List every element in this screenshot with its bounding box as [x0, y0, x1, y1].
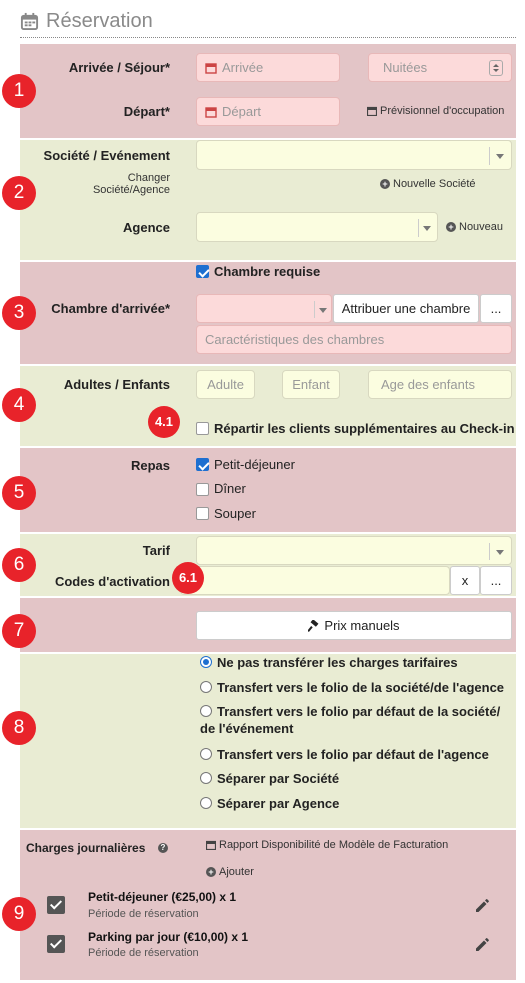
calendar-icon: [20, 12, 39, 31]
calendar-icon: [206, 840, 216, 850]
badge-6-1: 6.1: [172, 562, 204, 594]
badge-4-1: 4.1: [148, 406, 180, 438]
occupancy-forecast-link[interactable]: [367, 105, 504, 117]
room-required-label: Chambre requise: [214, 264, 321, 279]
badge-8: 8: [2, 711, 36, 745]
split-guests-label: Répartir les clients supplémentaires au Check-in: [214, 421, 515, 436]
charge-1-subtitle: Période de réservation: [88, 908, 199, 920]
chevron-down-icon: [319, 308, 327, 313]
charge-1-title: Petit-déjeuner (€25,00) x 1: [88, 890, 237, 904]
meals-label: Repas: [130, 458, 170, 473]
tarif-label: Tarif: [142, 543, 170, 558]
badge-7: 7: [2, 614, 36, 648]
transfer-option-default-company-radio[interactable]: [200, 705, 212, 717]
guests-label: Adultes / Enfants: [63, 377, 170, 392]
transfer-option-split-company-label: Séparer par Société: [217, 771, 340, 786]
new-company-text: Nouvelle Société: [393, 178, 476, 190]
meal-supper-label: Souper: [214, 506, 256, 521]
meal-dinner-checkbox[interactable]: [196, 483, 209, 496]
calendar-icon: [205, 106, 217, 118]
adults-placeholder: Adulte: [207, 377, 244, 392]
tarif-select[interactable]: [196, 536, 512, 565]
transfer-option-none-label: Ne pas transférer les charges tarifaires: [217, 655, 458, 670]
new-company-link[interactable]: [380, 178, 476, 190]
transfer-option-default-agency-radio[interactable]: [200, 748, 212, 760]
codes-more-button[interactable]: ...: [480, 566, 512, 595]
departure-label: Départ*: [123, 104, 170, 119]
transfer-option-split-agency-radio[interactable]: [200, 797, 212, 809]
transfer-option-company-label: Transfert vers le folio de la société/de l'agence: [217, 680, 505, 695]
transfer-option-none-radio[interactable]: [200, 656, 212, 668]
adults-input[interactable]: [196, 370, 255, 399]
meal-supper-checkbox[interactable]: [196, 507, 209, 520]
meal-breakfast-label: Petit-déjeuner: [214, 457, 295, 472]
nights-spinner-icon[interactable]: [489, 60, 503, 76]
nights-input[interactable]: [368, 53, 512, 82]
add-charge-link[interactable]: [206, 866, 254, 878]
clear-codes-button[interactable]: x: [450, 566, 480, 595]
daily-charges-label: Charges journalières: [26, 841, 146, 855]
arrival-date-input[interactable]: [196, 53, 340, 82]
arrival-placeholder: Arrivée: [222, 60, 264, 75]
badge-3: 3: [2, 296, 36, 330]
manual-price-text: Prix manuels: [324, 618, 400, 633]
arrival-room-label: Chambre d'arrivée*: [51, 301, 170, 316]
chevron-down-icon: [496, 550, 504, 555]
departure-placeholder: Départ: [222, 104, 262, 119]
arrival-label: Arrivée / Séjour*: [68, 60, 170, 75]
pencil-icon[interactable]: [474, 935, 492, 953]
agency-select[interactable]: [196, 212, 438, 242]
transfer-option-default-company-label-2: de l'événement: [200, 721, 294, 736]
charge-2-checkbox[interactable]: [47, 935, 65, 953]
departure-date-input[interactable]: [196, 97, 340, 126]
meal-breakfast-checkbox[interactable]: [196, 458, 209, 471]
children-input[interactable]: [282, 370, 340, 399]
badge-4: 4: [2, 388, 36, 422]
badge-6: 6: [2, 548, 36, 582]
add-charge-text: Ajouter: [219, 866, 254, 878]
badge-2: 2: [2, 176, 36, 210]
help-icon[interactable]: ?: [158, 843, 168, 853]
plus-circle-icon: +: [380, 179, 390, 189]
occupancy-forecast-text: Prévisionnel d'occupation: [380, 105, 505, 117]
arrival-room-select[interactable]: [196, 294, 332, 323]
transfer-option-company-radio[interactable]: [200, 681, 212, 693]
transfer-option-split-agency-label: Séparer par Agence: [217, 796, 340, 811]
split-guests-checkbox[interactable]: [196, 422, 209, 435]
badge-5: 5: [2, 476, 36, 510]
meal-dinner-label: Dîner: [214, 481, 246, 496]
agency-label: Agence: [123, 220, 170, 235]
manual-price-button[interactable]: [196, 611, 512, 640]
activation-codes-input[interactable]: [180, 566, 450, 595]
charge-1-checkbox[interactable]: [47, 896, 65, 914]
children-age-placeholder: Age des enfants: [381, 377, 475, 392]
transfer-option-split-company-radio[interactable]: [200, 772, 212, 784]
pencil-icon[interactable]: [474, 896, 492, 914]
page-title: Réservation: [46, 10, 153, 32]
plus-circle-icon: +: [206, 867, 216, 877]
transfer-option-default-agency-label: Transfert vers le folio par défaut de l'agence: [217, 747, 489, 762]
billing-model-report-link[interactable]: [206, 839, 448, 851]
billing-model-report-text: Rapport Disponibilité de Modèle de Facturation: [219, 839, 449, 851]
chevron-down-icon: [423, 226, 431, 231]
children-age-input[interactable]: [368, 370, 512, 399]
room-more-button[interactable]: ...: [480, 294, 512, 323]
badge-9: 9: [2, 897, 36, 931]
room-features-placeholder: Caractéristiques des chambres: [205, 332, 385, 347]
calendar-icon: [367, 106, 377, 116]
children-placeholder: Enfant: [292, 377, 330, 392]
badge-1: 1: [2, 74, 36, 108]
room-features-input[interactable]: [196, 325, 512, 354]
header-divider: [20, 37, 516, 38]
calendar-icon: [205, 62, 217, 74]
chevron-down-icon: [496, 154, 504, 159]
room-required-checkbox[interactable]: [196, 265, 209, 278]
new-agency-text: Nouveau: [459, 221, 504, 233]
gavel-icon: [308, 620, 320, 632]
nights-placeholder: Nuitées: [383, 60, 428, 75]
charge-2-title: Parking par jour (€10,00) x 1: [88, 930, 249, 944]
plus-circle-icon: +: [446, 222, 456, 232]
new-agency-link[interactable]: [446, 221, 503, 233]
transfer-option-default-company-label: Transfert vers le folio par défaut de la société/: [217, 704, 501, 719]
company-label: Société / Evénement: [43, 148, 170, 163]
assign-room-button[interactable]: Attribuer une chambre: [333, 294, 479, 323]
change-company-link[interactable]: Changer Société/Agence: [92, 172, 170, 196]
charge-2-subtitle: Période de réservation: [88, 947, 199, 959]
activation-codes-label: Codes d'activation: [54, 574, 170, 589]
company-select[interactable]: [196, 140, 512, 170]
